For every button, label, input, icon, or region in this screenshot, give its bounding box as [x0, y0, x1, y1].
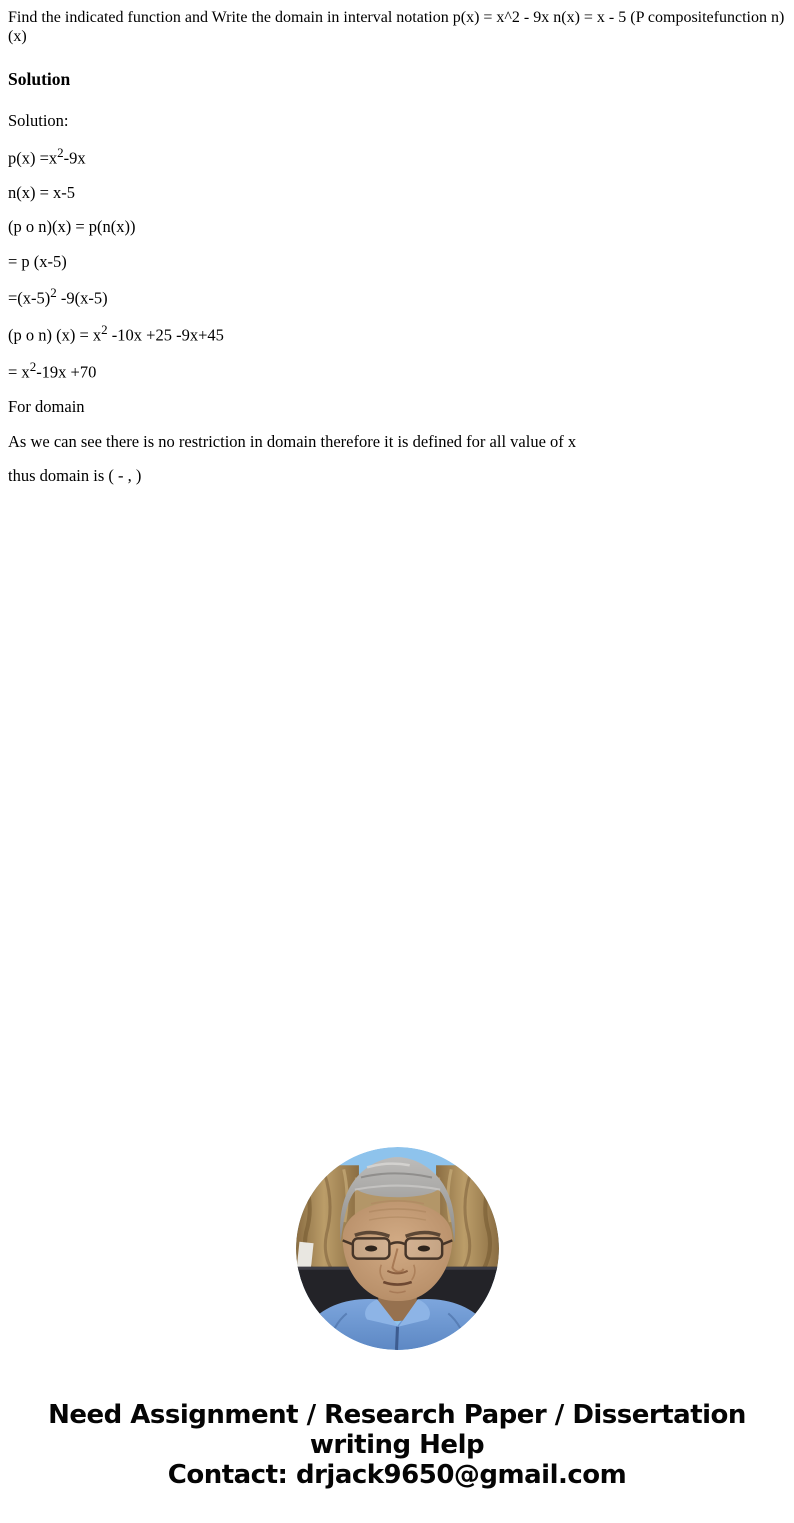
- photo-switch-panel: [296, 1241, 313, 1269]
- photo-eye-right: [417, 1245, 429, 1251]
- footer-contact-line: Contact: drjack9650@gmail.com: [167, 1459, 627, 1490]
- solution-line: As we can see there is no restriction in domain therefore it is defined for all value of x: [8, 431, 577, 451]
- footer: [8, 1400, 786, 1490]
- solution-line: n(x) = x-5: [8, 182, 76, 202]
- solution-body: [8, 111, 786, 485]
- footer-heading-line: Need Assignment / Research Paper / Dissertation: [48, 1399, 746, 1430]
- question-text: Find the indicated function and Write the domain in interval notation p(x) = x^2 - 9x n(x) = x - 5 (P compositefunction n) (x): [8, 9, 785, 46]
- photo-eye-left: [365, 1245, 377, 1251]
- tutor-photo: [296, 1147, 499, 1350]
- solution-line: = p (x-5): [8, 251, 67, 271]
- solution-heading: Solution: [8, 69, 71, 90]
- solution-line: (p o n) $(x) = x^2$ -10x +25 -9x+45: [8, 322, 224, 345]
- solution-line: $=(x-5)^2$ -9(x-5): [8, 285, 108, 308]
- tutor-photo-illustration: [296, 1147, 499, 1350]
- solution-line: For domain: [8, 397, 85, 417]
- solution-line: $p(x) =x^2-9x$: [8, 144, 86, 168]
- footer-heading-line: writing Help: [309, 1429, 485, 1460]
- solution-line: = $x^2-19x +70$: [8, 359, 97, 382]
- solution-line: Solution:: [8, 111, 69, 131]
- solution-line: (p o n)(x) = p(n(x)): [8, 217, 136, 237]
- solution-line: thus domain is ( - , ): [8, 466, 142, 486]
